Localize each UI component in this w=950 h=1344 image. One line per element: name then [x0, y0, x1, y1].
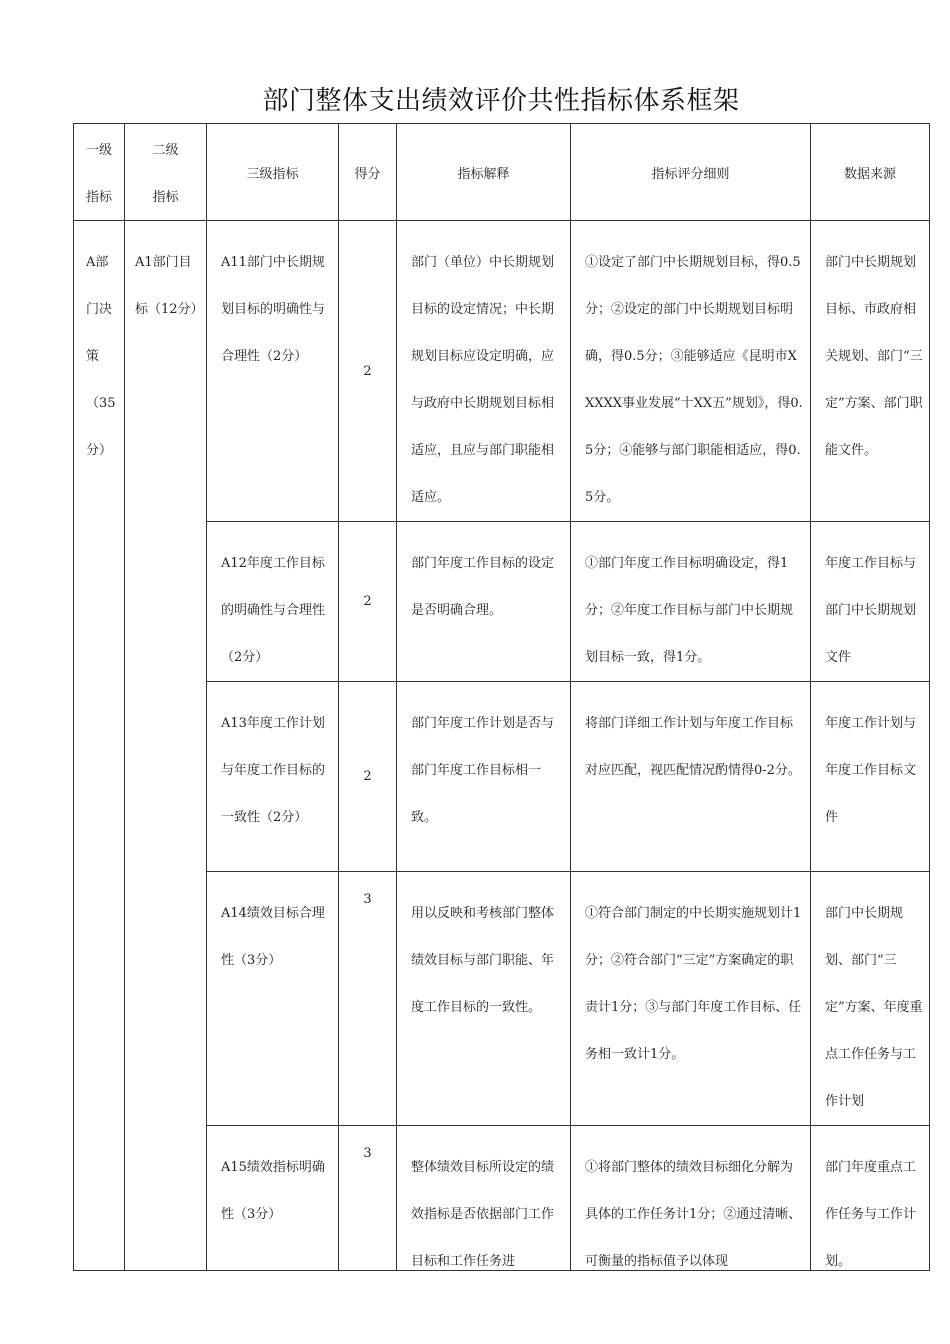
explain-text: 整体绩效目标所设定的绩效指标是否依据部门工作目标和工作任务进 — [411, 1160, 555, 1269]
rules-cell — [571, 1126, 811, 1271]
rules-text: ①设定了部门中长期规划目标，得0.5分；②设定的部门中长期规划目标明确，得0.5分；③能够适应《昆明市XXXXX事业发展“十XX五”规划》，得0.5分；④能够与部门职能相适应，得0.5分。 — [585, 255, 803, 505]
score-cell: 2 — [339, 682, 397, 872]
source-text: 部门中长期规划目标、市政府相关规划、部门“三定”方案、部门职能文件。 — [825, 255, 923, 458]
rules-cell — [571, 682, 811, 872]
indicator-text: A12年度工作目标的明确性与合理性（2分） — [221, 556, 326, 665]
source-cell — [811, 872, 930, 1126]
header-level1-line1: 一级 — [85, 143, 112, 158]
header-level1-line2: 指标 — [85, 190, 112, 205]
score-cell: 3 — [339, 872, 397, 1126]
indicator-table — [73, 123, 930, 1271]
explain-text: 用以反映和考核部门整体绩效目标与部门职能、年度工作目标的一致性。 — [411, 906, 555, 1015]
score-cell: 2 — [339, 522, 397, 682]
table-row — [74, 221, 930, 522]
source-cell — [811, 221, 930, 522]
indicator-cell — [207, 1126, 339, 1271]
page-title: 部门整体支出绩效评价共性指标体系框架 — [262, 86, 740, 116]
header-level2-line2: 指标 — [152, 190, 179, 205]
header-row — [74, 124, 930, 221]
source-cell — [811, 1126, 930, 1271]
explain-cell — [397, 522, 571, 682]
indicator-text: A14绩效目标合理性（3分） — [221, 906, 325, 968]
score-cell: 3 — [339, 1126, 397, 1271]
explain-text: 部门（单位）中长期规划目标的设定情况；中长期规划目标应设定明确，应与政府中长期规划目标相适应，且应与部门职能相适应。 — [411, 255, 555, 505]
level2-text: A1部门目标（12分） — [135, 255, 204, 317]
rules-cell — [571, 872, 811, 1126]
source-text: 年度工作计划与年度工作目标文件 — [825, 716, 917, 825]
explain-cell — [397, 1126, 571, 1271]
header-level2-line1: 二级 — [152, 143, 179, 158]
rules-text: ①符合部门制定的中长期实施规划计1分；②符合部门“三定”方案确定的职责计1分；③与部门年度工作目标、任务相一致计1分。 — [585, 906, 802, 1062]
rules-text: ①将部门整体的绩效目标细化分解为具体的工作任务计1分；②通过清晰、可衡量的指标值予以体现 — [585, 1160, 802, 1269]
rules-text: 将部门详细工作计划与年度工作目标对应匹配，视匹配情况酌情得0-2分。 — [585, 716, 801, 778]
explain-cell — [397, 872, 571, 1126]
header-level3: 三级指标 — [207, 124, 339, 221]
source-text: 部门中长期规划、部门“三定”方案、年度重点工作任务与工作计划 — [825, 906, 923, 1109]
explain-cell — [397, 682, 571, 872]
source-text: 部门年度重点工作任务与工作计划。 — [825, 1160, 917, 1269]
source-text: 年度工作目标与部门中长期规划文件 — [825, 556, 917, 665]
indicator-text: A13年度工作计划与年度工作目标的一致性（2分） — [221, 716, 326, 825]
level1-cell — [74, 221, 125, 1271]
rules-cell — [571, 221, 811, 522]
indicator-cell — [207, 221, 339, 522]
explain-cell — [397, 221, 571, 522]
source-cell — [811, 522, 930, 682]
header-source: 数据来源 — [811, 124, 930, 221]
rules-text: ①部门年度工作目标明确设定，得1分；②年度工作目标与部门中长期规划目标一致，得1分。 — [585, 556, 794, 665]
indicator-text: A11部门中长期规划目标的明确性与合理性（2分） — [221, 255, 326, 364]
level2-cell — [125, 221, 207, 1271]
header-rules: 指标评分细则 — [571, 124, 811, 221]
header-explain: 指标解释 — [397, 124, 571, 221]
explain-text: 部门年度工作目标的设定是否明确合理。 — [411, 556, 555, 618]
indicator-cell — [207, 682, 339, 872]
explain-text: 部门年度工作计划是否与部门年度工作目标相一致。 — [411, 716, 555, 825]
header-level1 — [74, 124, 125, 221]
score-cell: 2 — [339, 221, 397, 522]
level1-text: A部门决策（35分） — [86, 255, 116, 458]
indicator-text: A15绩效指标明确性（3分） — [221, 1160, 325, 1222]
indicator-cell — [207, 522, 339, 682]
header-score: 得分 — [339, 124, 397, 221]
indicator-cell — [207, 872, 339, 1126]
source-cell — [811, 682, 930, 872]
rules-cell — [571, 522, 811, 682]
header-level2 — [125, 124, 207, 221]
